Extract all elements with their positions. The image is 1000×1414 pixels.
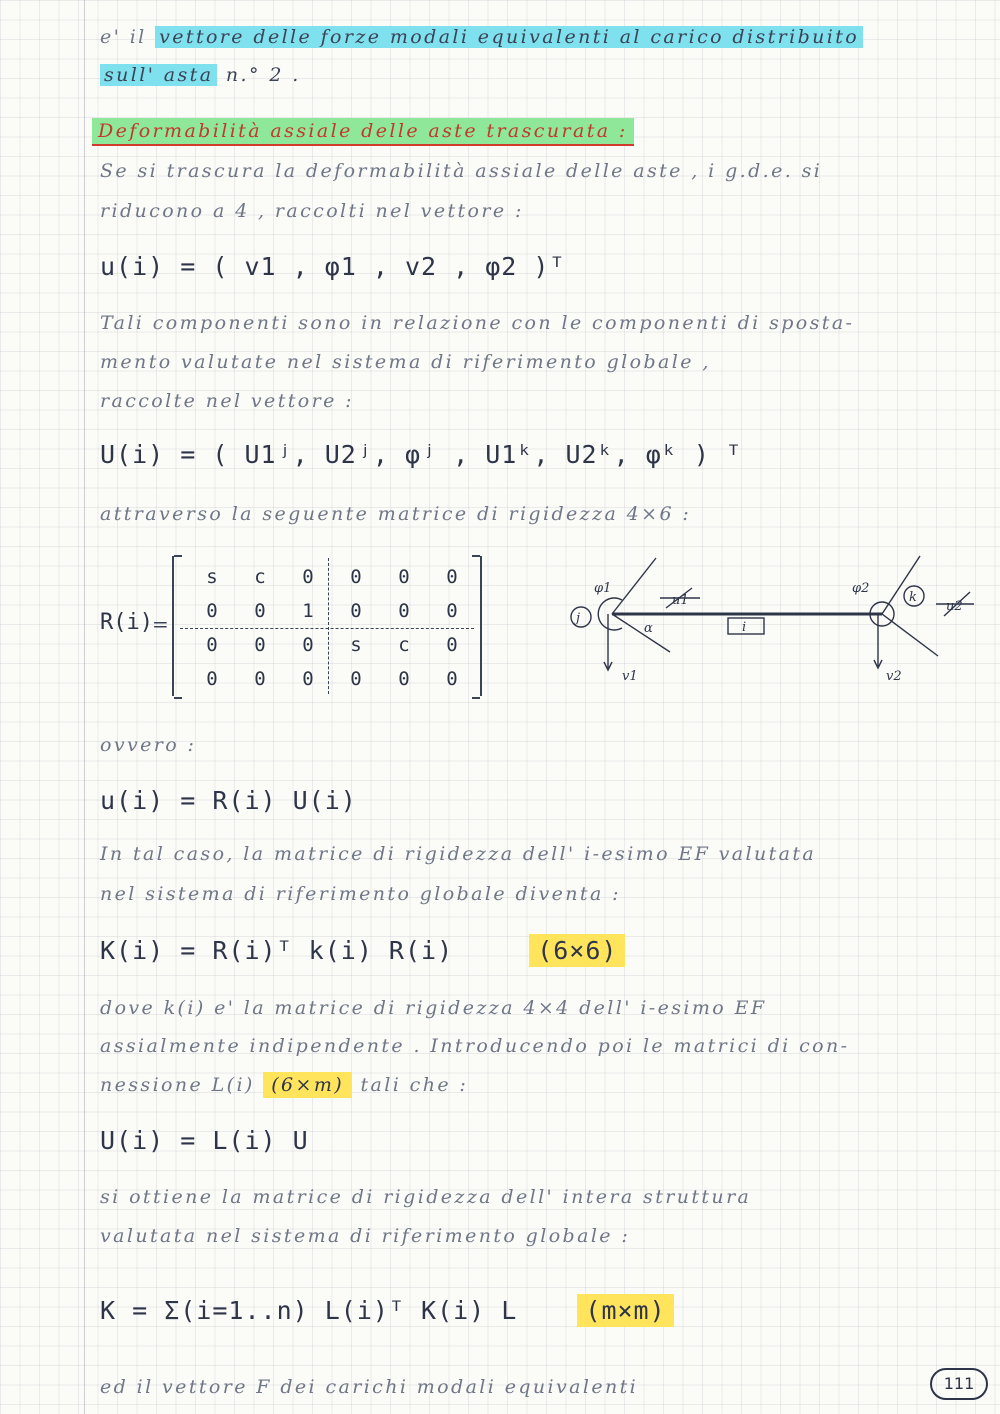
paragraph-line-10: dove k(i) e' la matrice di rigidezza 4×4 dell' i-esimo EF <box>100 997 767 1019</box>
paragraph-line-15: ed il vettore F dei carichi modali equivalenti <box>100 1376 639 1398</box>
matrix-cell: 0 <box>350 668 362 690</box>
node-j-axis-down <box>612 614 670 652</box>
line2-highlight: sull' asta <box>100 64 217 86</box>
formula-U-equals-LU: U(i) = L(i) U <box>100 1126 309 1155</box>
paragraph-line-2: riducono a 4 , raccolti nel vettore : <box>100 200 524 222</box>
formula-K-size-badge: (6×6) <box>529 934 625 967</box>
formula-K-assembly-text: K = Σ(i=1..n) L(i)ᵀ K(i) L <box>100 1296 518 1325</box>
element-label: i <box>742 620 747 635</box>
matrix-cell: 0 <box>206 668 218 690</box>
matrix-cell: 0 <box>206 634 218 656</box>
matrix-cell: 0 <box>398 566 410 588</box>
text-line-2 <box>100 64 301 86</box>
node-k-label: k <box>909 590 917 605</box>
formula-K-global <box>100 936 625 965</box>
matrix-cell: 0 <box>254 668 266 690</box>
matrix-cell: 0 <box>446 566 458 588</box>
matrix-cell: 0 <box>446 634 458 656</box>
line1-prefix: e' il <box>100 26 147 48</box>
u2-label: u2 <box>946 599 963 614</box>
matrix-cell: s <box>206 566 218 588</box>
matrix-cell: 0 <box>350 600 362 622</box>
paragraph-line-13: si ottiene la matrice di rigidezza dell' intera struttura <box>100 1186 752 1208</box>
matrix-label: R(i) <box>100 610 153 635</box>
node-j-label: j <box>576 611 581 626</box>
page-number: 111 <box>930 1368 988 1400</box>
line1-highlight: vettore delle forze modali equivalenti al carico distribuito <box>155 26 863 48</box>
paragraph-line-1: Se si trascura la deformabilità assiale delle aste , i g.d.e. si <box>100 160 823 182</box>
matrix-cell: 1 <box>302 600 314 622</box>
v1-label: v1 <box>622 669 638 684</box>
phi2-label: φ2 <box>852 581 870 596</box>
paragraph-line-7: ovvero : <box>100 734 197 756</box>
paragraph-line-3: Tali componenti sono in relazione con le componenti di sposta- <box>100 312 855 334</box>
paragraph-line-5: raccolte nel vettore : <box>100 390 354 412</box>
matrix-cell: c <box>254 566 266 588</box>
line12-suffix: tali che : <box>360 1074 469 1096</box>
node-j-axis-up <box>612 558 656 614</box>
formula-K-global-text: K(i) = R(i)ᵀ k(i) R(i) <box>100 936 454 965</box>
formula-K-assembly <box>100 1296 674 1325</box>
matrix-cell: 0 <box>254 634 266 656</box>
matrix-cell: 0 <box>302 668 314 690</box>
connection-matrix-size-badge: (6×m) <box>263 1072 352 1098</box>
paragraph-line-4: mento valutate nel sistema di riferimento globale , <box>100 351 711 373</box>
alpha-label: α <box>644 621 653 636</box>
matrix-cell: 0 <box>254 600 266 622</box>
u1-label: u1 <box>672 593 689 608</box>
section-title <box>92 120 634 142</box>
matrix-cell: 0 <box>350 566 362 588</box>
matrix-cell: 0 <box>206 600 218 622</box>
text-line-1 <box>100 26 863 48</box>
matrix-cell: 0 <box>398 668 410 690</box>
paragraph-line-14: valutata nel sistema di riferimento globale : <box>100 1225 631 1247</box>
formula-U-vector: U(i) = ( U1ʲ, U2ʲ, φʲ , U1ᵏ, U2ᵏ, φᵏ ) ᵀ <box>100 440 743 469</box>
matrix-cell: s <box>350 634 362 656</box>
node-j-label-circle <box>571 607 591 627</box>
matrix-cell: 0 <box>398 600 410 622</box>
formula-u-equals-RU: u(i) = R(i) U(i) <box>100 786 357 815</box>
rotation-matrix <box>100 552 490 702</box>
paragraph-line-11: assialmente indipendente . Introducendo poi le matrici di con- <box>100 1035 850 1057</box>
line2-suffix: n.° 2 . <box>225 64 301 86</box>
line12-prefix: nessione L(i) <box>100 1074 255 1096</box>
node-k-axis-down <box>882 614 938 656</box>
matrix-cell: 0 <box>302 634 314 656</box>
page-margin-line <box>84 0 85 1414</box>
matrix-cell: 0 <box>302 566 314 588</box>
v2-label: v2 <box>886 669 902 684</box>
matrix-cell: c <box>398 634 410 656</box>
paragraph-line-8: In tal caso, la matrice di rigidezza dell' i-esimo EF valutata <box>100 843 817 865</box>
phi1-label: φ1 <box>594 581 612 596</box>
matrix-grid <box>188 560 476 696</box>
paragraph-line-9: nel sistema di riferimento globale diventa : <box>100 883 621 905</box>
matrix-cell: 0 <box>446 600 458 622</box>
section-title-text: Deformabilità assiale delle aste trascurata : <box>92 118 634 146</box>
paragraph-line-6: attraverso la seguente matrice di rigidezza 4×6 : <box>100 503 692 525</box>
beam-element-diagram <box>560 548 980 698</box>
matrix-cell: 0 <box>446 668 458 690</box>
matrix-brackets <box>172 556 482 696</box>
paragraph-line-12 <box>100 1074 468 1096</box>
matrix-equals: = <box>152 612 169 636</box>
formula-u-vector: u(i) = ( v1 , φ1 , v2 , φ2 )ᵀ <box>100 252 566 281</box>
formula-K-assembly-size-badge: (m×m) <box>577 1294 673 1327</box>
